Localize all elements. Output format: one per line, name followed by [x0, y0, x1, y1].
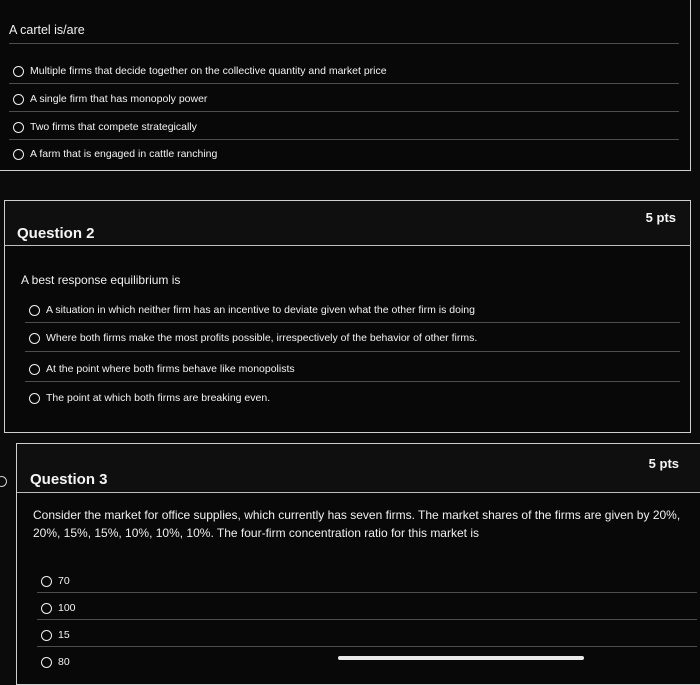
- question-1-card: [0, 0, 691, 171]
- q2-answer-3-label: At the point where both firms behave like monopolists: [46, 363, 295, 375]
- q3-answer-1[interactable]: [41, 569, 70, 593]
- question-1-prompt: A cartel is/are: [9, 23, 85, 37]
- q3-answer-4[interactable]: [41, 650, 70, 674]
- q2-answer-3[interactable]: [29, 357, 295, 381]
- horizontal-scrollbar[interactable]: [338, 656, 584, 660]
- q1-answer-2-label: A single firm that has monopoly power: [30, 93, 208, 105]
- radio-button-icon[interactable]: [41, 657, 52, 668]
- q2-answer-4-label: The point at which both firms are breaking even.: [46, 392, 271, 404]
- q1-answer-1-label: Multiple firms that decide together on the collective quantity and market price: [30, 65, 387, 77]
- q3-answer-4-label: 80: [58, 656, 70, 668]
- q3-answer-3-label: 15: [58, 629, 70, 641]
- q3-answer-2[interactable]: [41, 596, 76, 620]
- radio-button-icon[interactable]: [13, 122, 24, 133]
- q2-answer-2[interactable]: [29, 326, 477, 350]
- question-3-header: [17, 444, 700, 493]
- question-2-header: [5, 201, 690, 246]
- q1-answer-1[interactable]: [13, 59, 387, 83]
- radio-button-icon[interactable]: [13, 66, 24, 77]
- q1-answer-3-label: Two firms that compete strategically: [30, 121, 197, 133]
- question-3-points: 5 pts: [648, 456, 679, 471]
- question-2-points: 5 pts: [645, 210, 676, 225]
- radio-button-icon[interactable]: [29, 333, 40, 344]
- radio-button-icon[interactable]: [13, 149, 24, 160]
- question-flag-icon: [0, 476, 7, 487]
- radio-button-icon[interactable]: [29, 305, 40, 316]
- q1-answer-3[interactable]: [13, 115, 197, 139]
- question-2-card: [4, 200, 691, 433]
- radio-button-icon[interactable]: [41, 576, 52, 587]
- radio-button-icon[interactable]: [41, 603, 52, 614]
- q2-answer-2-label: Where both firms make the most profits possible, irrespectively of the behavior of other firms.: [46, 332, 478, 344]
- q3-answer-2-label: 100: [58, 602, 76, 614]
- radio-button-icon[interactable]: [29, 364, 40, 375]
- q1-answer-4-label: A farm that is engaged in cattle ranching: [30, 148, 218, 160]
- question-3-prompt: Consider the market for office supplies, which currently has seven firms. The market shares of the firms are given by 20%, 20%, 15%, 15%, 10%, 10%, 10%. The four-firm concentration ratio for this market is: [33, 508, 681, 540]
- radio-button-icon[interactable]: [41, 630, 52, 641]
- radio-button-icon[interactable]: [13, 94, 24, 105]
- q2-answer-1-label: A situation in which neither firm has an incentive to deviate given what the other firm is doing: [46, 304, 475, 316]
- q2-answer-1[interactable]: [29, 298, 475, 322]
- q1-answer-4[interactable]: [13, 142, 217, 166]
- question-3-card: [16, 443, 700, 685]
- q2-answer-4[interactable]: [29, 386, 270, 410]
- question-2-title: Question 2: [17, 225, 95, 242]
- q1-answer-2[interactable]: [13, 87, 207, 111]
- q3-answer-3[interactable]: [41, 623, 70, 647]
- question-3-title: Question 3: [30, 471, 108, 488]
- q3-answer-1-label: 70: [58, 575, 70, 587]
- radio-button-icon[interactable]: [29, 393, 40, 404]
- question-2-prompt: A best response equilibrium is: [21, 273, 181, 287]
